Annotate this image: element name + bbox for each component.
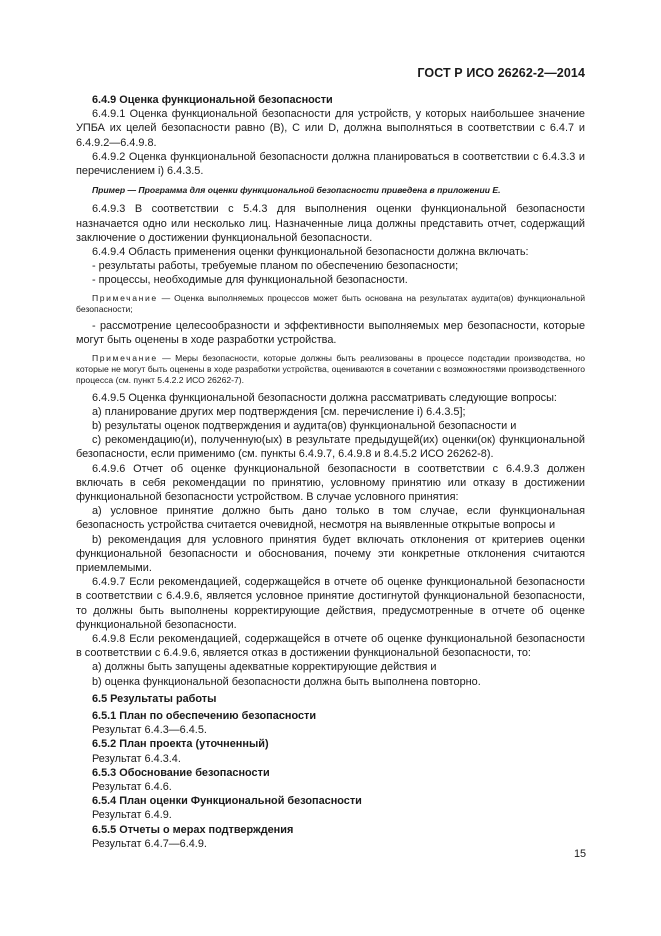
paragraph: 6.4.9.3 В соответствии с 5.4.3 для выполнения оценки функциональной безопасности назначается одно или несколько лиц. Назначенные лица должны представить отчет, содержащий заключение о достижении функциональной безопасности. (76, 203, 585, 244)
list-item: a) должны быть запущены адекватные корректирующие действия и (92, 661, 437, 674)
subsection-heading: 6.5.2 План проекта (уточненный) (92, 738, 269, 751)
result-text: Результат 6.4.9. (92, 809, 172, 822)
section-heading-6-5: 6.5 Результаты работы (92, 692, 217, 705)
subsection-heading: 6.5.3 Обоснование безопасности (92, 766, 270, 779)
note-text: — Меры безопасности, которые должны быть реализованы в процессе подстадии производства, но которые не могут быть оценены в ходе разработки устройства, оцениваются в сочетании с возможностями производственного процесса (см. пункт 5.4.2.2 ИСО 26262-7). (76, 352, 585, 386)
note-label: Примечание (92, 352, 158, 363)
list-item: - рассмотрение целесообразности и эффективности выполняемых мер безопасности, которые могут быть оценены в ходе разработки устройства. (76, 320, 585, 347)
note-label: Примечание (92, 292, 158, 303)
paragraph: 6.4.9.6 Отчет об оценке функциональной безопасности в соответствии с 6.4.9.3 должен включать в себя рекомендации по принятию, условному принятию или отказу в достижении функциональной безопасности устройством. В случае условного принятия: (76, 462, 585, 503)
paragraph: 6.4.9.4 Область применения оценки функциональной безопасности должна включать: (92, 246, 529, 259)
subsection-heading: 6.5.4 План оценки Функциональной безопасности (92, 795, 362, 808)
list-item: c) рекомендацию(и), полученную(ых) в результате предыдущей(их) оценки(ок) функциональной безопасности, если применимо (см. пункты 6.4.9.7, 6.4.9.8 и 8.4.5.2 ИСО 26262-8). (76, 434, 585, 461)
result-text: Результат 6.4.3.4. (92, 752, 181, 765)
section-heading-6-4-9: 6.4.9 Оценка функциональной безопасности (92, 94, 333, 106)
document-header: ГОСТ Р ИСО 26262-2—2014 (417, 66, 585, 80)
list-item: b) оценка функциональной безопасности должна быть выполнена повторно. (92, 675, 481, 688)
subsection-heading: 6.5.1 План по обеспечению безопасности (92, 710, 317, 722)
paragraph: 6.4.9.7 Если рекомендацией, содержащейся в отчете об оценке функциональной безопасности в соответствии с 6.4.9.6, является условное принятие достигнутой функциональной безопасности, то должны быть выполнены корректирующие действия, предусмотренные в отчете об оценке функциональной безопасности. (76, 576, 585, 631)
list-item: a) планирование других мер подтверждения [см. перечисление i) 6.4.3.5]; (92, 405, 466, 418)
result-text: Результат 6.4.3—6.4.5. (92, 724, 207, 737)
paragraph: 6.4.9.2 Оценка функциональной безопасности должна планироваться в соответствии с 6.4.3.3 и перечислением i) 6.4.3.5. (76, 150, 585, 178)
note (76, 353, 585, 387)
paragraph: 6.4.9.5 Оценка функциональной безопасности должна рассматривать следующие вопросы: (92, 391, 557, 404)
note (76, 293, 585, 316)
result-text: Результат 6.4.6. (92, 781, 172, 794)
page-number: 15 (574, 848, 587, 860)
subsection-heading: 6.5.5 Отчеты о мерах подтверждения (92, 823, 294, 836)
list-item: b) рекомендация для условного принятия будет включать отклонения от критериев оценки функциональной безопасности и обоснования, почему эти конкретные отклонения считаются приемлемыми. (76, 533, 585, 574)
result-text: Результат 6.4.7—6.4.9. (92, 837, 207, 850)
list-item: - результаты работы, требуемые планом по обеспечению безопасности; (92, 260, 459, 273)
list-item: a) условное принятие должно быть дано только в том случае, если функциональная безопасность устройства считается очевидной, несмотря на выявленные открытые вопросы и (76, 505, 585, 532)
paragraph: 6.4.9.1 Оценка функциональной безопасности для устройств, у которых наибольшее значение УПБА их целей безопасности равно (В), С или D, должна выполняться в соответствии с 6.4.7 и 6.4.9.2—6.4.9.8. (76, 108, 585, 149)
note-text: — Оценка выполняемых процессов может быть основана на результатах аудита(ов) функциональной безопасности; (76, 292, 586, 314)
paragraph: 6.4.9.8 Если рекомендацией, содержащейся в отчете об оценке функциональной безопасности в соответствии с 6.4.9.6, является отказ в достижении функциональной безопасности, то: (76, 632, 585, 660)
example-text: Пример — Программа для оценки функциональной безопасности приведена в приложении Е. (92, 185, 501, 196)
list-item: b) результаты оценок подтверждения и аудита(ов) функциональной безопасности и (92, 419, 517, 432)
list-item: - процессы, необходимые для функциональной безопасности. (92, 274, 408, 287)
document-body (76, 93, 585, 851)
